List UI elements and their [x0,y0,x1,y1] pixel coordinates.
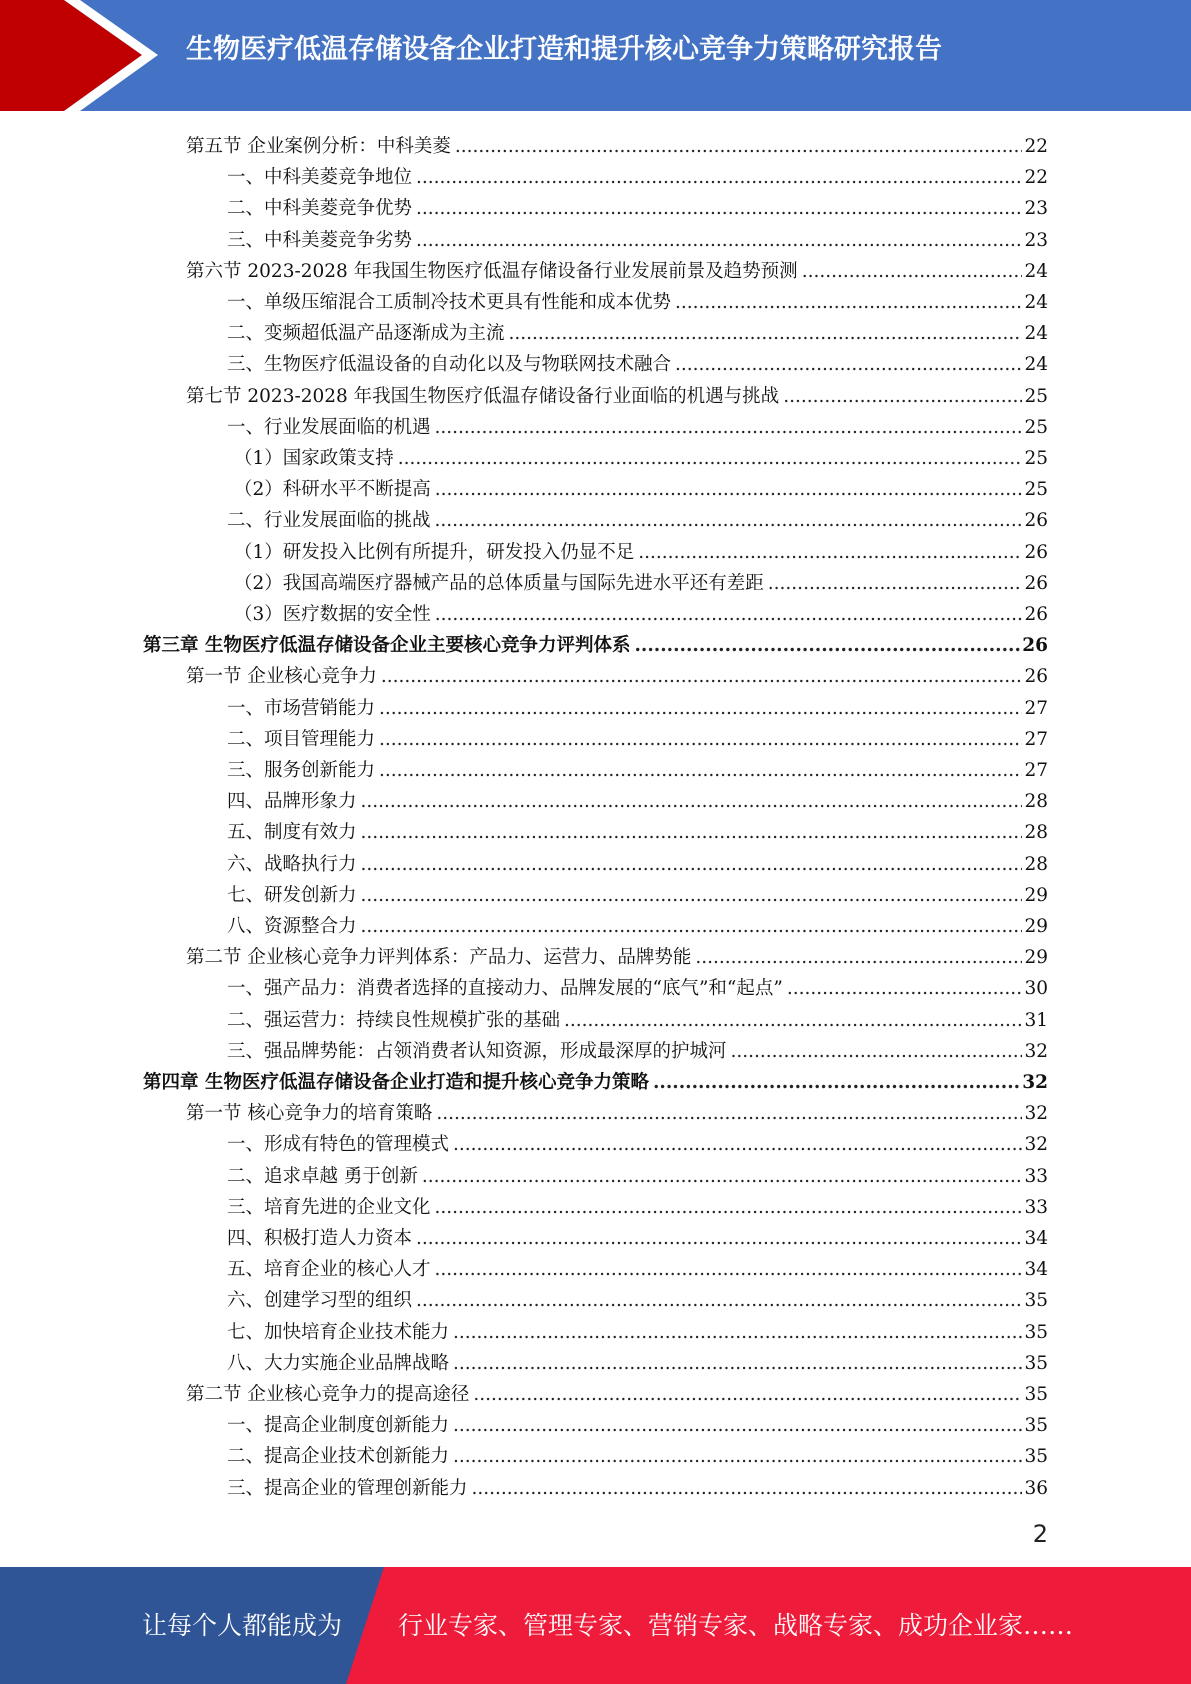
toc-dot-leader [379,697,1022,721]
toc-entry-page: 23 [1024,198,1048,220]
toc-entry-label: 五、培育企业的核心人才 [227,1259,431,1281]
toc-entry-label: 四、积极打造人力资本 [227,1228,413,1249]
toc-dot-leader [473,1383,1022,1407]
toc-entry[interactable] [227,159,1048,190]
toc-entry-label: 一、市场营销能力 [227,697,376,719]
toc-entry[interactable] [227,1126,1048,1157]
toc-entry-label: 六、战略执行力 [227,853,357,875]
toc-entry[interactable] [186,939,1048,970]
toc-entry-label: 一、单级压缩混合工质制冷技术更具有性能和成本优势 [227,292,672,313]
toc-dot-leader [416,1227,1022,1251]
toc-dot-leader [675,291,1022,315]
toc-entry-page: 34 [1024,1259,1048,1281]
toc-entry-page: 31 [1024,1009,1048,1031]
toc-entry-label: 第一节 企业核心竞争力 [186,666,377,688]
toc-dot-leader [361,821,1023,845]
toc-entry-label: 四、品牌形象力 [227,791,357,813]
toc-entry[interactable] [227,190,1048,221]
toc-dot-leader [435,603,1023,627]
toc-entry[interactable] [227,222,1048,253]
toc-dot-leader [435,509,1023,533]
toc-entry[interactable] [234,471,1048,502]
toc-entry-page: 30 [1024,978,1048,1000]
toc-entry-page: 27 [1024,697,1048,719]
toc-entry-page: 25 [1024,479,1048,501]
toc-entry-label: 三、强品牌势能：占领消费者认知资源，形成最深厚的护城河 [227,1040,727,1062]
toc-entry[interactable] [227,908,1048,939]
toc-dot-leader [435,416,1023,440]
toc-entry-page: 24 [1024,354,1048,376]
toc-entry-page: 22 [1024,136,1048,157]
toc-entry-label: 第五节 企业案例分析：中科美菱 [186,136,451,157]
toc-entry-label: 二、变频超低温产品逐渐成为主流 [227,323,505,345]
toc-entry[interactable] [227,284,1048,315]
toc-entry-label: 第一节 核心竞争力的培育策略 [186,1103,433,1125]
toc-entry-label: （2）我国高端医疗器械产品的总体质量与国际先进水平还有差距 [234,572,764,594]
toc-dot-leader [472,1477,1023,1501]
toc-entry-page: 29 [1024,947,1048,969]
toc-entry-label: （1）国家政策支持 [234,448,394,469]
toc-dot-leader [361,915,1023,939]
toc-entry-page: 25 [1024,416,1048,438]
toc-dot-leader [398,447,1023,471]
toc-entry[interactable] [227,1345,1048,1376]
toc-entry[interactable] [227,1438,1048,1469]
toc-entry-label: 一、形成有特色的管理模式 [227,1134,450,1156]
toc-dot-leader [379,759,1022,783]
toc-entry-page: 33 [1024,1165,1048,1187]
page-number: 2 [1032,1520,1048,1548]
toc-entry[interactable] [234,440,1048,471]
toc-entry-label: 八、资源整合力 [227,916,357,937]
toc-dot-leader [435,478,1023,502]
toc-chapter-entry[interactable] [143,1064,1048,1095]
toc-dot-leader [361,853,1023,877]
toc-entry-page: 35 [1024,1384,1048,1405]
toc-entry-label: 第三章 生物医疗低温存储设备企业主要核心竞争力评判体系 [143,635,631,657]
toc-entry-label: 六、创建学习型的组织 [227,1290,413,1312]
toc-entry-label: 二、行业发展面临的挑战 [227,510,431,532]
toc-entry[interactable] [227,1033,1048,1064]
toc-entry-label: 七、加快培育企业技术能力 [227,1321,450,1343]
toc-entry-page: 26 [1024,541,1048,563]
toc-entry[interactable] [227,721,1048,752]
toc-entry-label: 八、大力实施企业品牌战略 [227,1352,450,1374]
toc-entry-label: 第六节 2023-2028 年我国生物医疗低温存储设备行业发展前景及趋势预测 [186,260,798,282]
toc-entry-page: 28 [1024,791,1048,813]
toc-entry-page: 32 [1024,1103,1048,1125]
toc-entry-label: 一、行业发展面临的机遇 [227,416,431,438]
toc-dot-leader [381,665,1023,689]
toc-entry[interactable] [227,1251,1048,1282]
report-title: 生物医疗低温存储设备企业打造和提升核心竞争力策略研究报告 [186,34,942,65]
toc-entry-page: 28 [1024,822,1048,844]
toc-entry-page: 24 [1024,260,1048,282]
toc-entry[interactable] [234,534,1048,565]
toc-dot-leader [653,1071,1020,1095]
toc-entry[interactable] [227,752,1048,783]
toc-dot-leader [731,1040,1023,1064]
toc-entry-label: 第七节 2023-2028 年我国生物医疗低温存储设备行业面临的机遇与挑战 [186,385,780,407]
toc-entry[interactable] [227,1314,1048,1345]
toc-dot-leader [638,541,1022,565]
toc-entry-label: 一、提高企业制度创新能力 [227,1415,450,1437]
toc-entry-page: 24 [1024,292,1048,313]
toc-entry[interactable] [227,1407,1048,1438]
toc-dot-leader [783,385,1022,409]
toc-dot-leader [436,1102,1022,1126]
toc-entry-label: （3）医疗数据的安全性 [234,604,431,625]
header-arrow-decoration [0,0,200,111]
toc-entry-page: 23 [1024,229,1048,251]
toc-entry[interactable] [227,690,1048,721]
toc-dot-leader [361,790,1023,814]
toc-entry-label: 二、强运营力：持续良性规模扩张的基础 [227,1009,561,1031]
footer-slogan-left: 让每个人都能成为 [142,1611,343,1640]
toc-entry-page: 32 [1022,1072,1048,1093]
toc-dot-leader [453,1133,1022,1157]
toc-dot-leader [675,353,1022,377]
toc-entry[interactable] [186,1376,1048,1407]
toc-entry-page: 28 [1024,853,1048,875]
toc-dot-leader [802,260,1023,284]
toc-entry[interactable] [186,658,1048,689]
toc-entry-page: 25 [1024,385,1048,407]
toc-entry-page: 26 [1024,604,1048,625]
toc-entry-page: 36 [1024,1477,1048,1499]
toc-entry[interactable] [227,1002,1048,1033]
toc-entry[interactable] [227,814,1048,845]
toc-entry-label: 三、生物医疗低温设备的自动化以及与物联网技术融合 [227,354,672,376]
toc-entry-label: 二、追求卓越 勇于创新 [227,1165,418,1187]
toc-dot-leader [453,1445,1022,1469]
toc-entry-page: 35 [1024,1290,1048,1312]
toc-entry-page: 26 [1024,572,1048,594]
toc-entry[interactable] [227,846,1048,877]
toc-entry-page: 26 [1024,510,1048,532]
toc-dot-leader [509,322,1023,346]
toc-entry-page: 35 [1024,1415,1048,1437]
toc-dot-leader [455,135,1023,159]
toc-entry-label: 七、研发创新力 [227,884,357,906]
toc-entry-page: 29 [1024,916,1048,937]
toc-entry[interactable] [186,378,1048,409]
toc-dot-leader [435,1196,1023,1220]
toc-entry-page: 32 [1024,1134,1048,1156]
toc-dot-leader [564,1009,1022,1033]
toc-dot-leader [768,572,1023,596]
toc-entry[interactable] [234,565,1048,596]
toc-entry[interactable] [186,1095,1048,1126]
page-footer [0,1567,1191,1684]
toc-entry-page: 32 [1024,1040,1048,1062]
page-header [0,0,1191,111]
toc-dot-leader [422,1165,1023,1189]
toc-dot-leader [416,197,1022,221]
toc-entry-page: 33 [1024,1196,1048,1218]
toc-entry-page: 27 [1024,728,1048,750]
toc-entry-label: 一、中科美菱竞争地位 [227,167,413,189]
footer-slogan-right: 行业专家、管理专家、营销专家、战略专家、成功企业家…… [398,1611,1074,1640]
toc-entry[interactable] [186,253,1048,284]
toc-entry[interactable] [186,128,1048,159]
toc-dot-leader [695,946,1022,970]
toc-entry-label: 第二节 企业核心竞争力的提高途径 [186,1384,470,1405]
toc-entry-page: 35 [1024,1352,1048,1374]
toc-entry-label: 一、强产品力：消费者选择的直接动力、品牌发展的“底气”和“起点” [227,978,783,1000]
toc-entry-label: 二、项目管理能力 [227,728,376,750]
toc-entry[interactable] [227,1470,1048,1501]
toc-entry-page: 26 [1022,635,1048,657]
toc-dot-leader [453,1352,1022,1376]
toc-entry-label: 三、提高企业的管理创新能力 [227,1477,468,1499]
toc-entry-label: （2）科研水平不断提高 [234,479,431,501]
toc-entry-page: 27 [1024,760,1048,781]
toc-dot-leader [435,1258,1023,1282]
toc-entry-page: 22 [1024,167,1048,189]
toc-dot-leader [361,884,1023,908]
toc-entry-page: 35 [1024,1321,1048,1343]
toc-entry-label: 二、中科美菱竞争优势 [227,198,413,220]
toc-entry-page: 24 [1024,323,1048,345]
toc-dot-leader [453,1414,1022,1438]
toc-dot-leader [416,1289,1022,1313]
toc-dot-leader [453,1321,1022,1345]
toc-entry-label: 二、提高企业技术创新能力 [227,1446,450,1468]
toc-entry-page: 35 [1024,1446,1048,1468]
toc-entry[interactable] [234,596,1048,627]
toc-entry-label: 第四章 生物医疗低温存储设备企业打造和提升核心竞争力策略 [143,1072,649,1093]
toc-entry[interactable] [227,346,1048,377]
toc-entry-page: 34 [1024,1228,1048,1249]
toc-dot-leader [416,166,1022,190]
toc-dot-leader [634,634,1020,658]
toc-entry[interactable] [227,877,1048,908]
toc-dot-leader [787,977,1023,1001]
toc-entry[interactable] [227,1158,1048,1189]
toc-entry-label: 三、培育先进的企业文化 [227,1196,431,1218]
toc-entry[interactable] [227,409,1048,440]
toc-entry-label: 第二节 企业核心竞争力评判体系：产品力、运营力、品牌势能 [186,947,692,969]
toc-entry-label: 五、制度有效力 [227,822,357,844]
toc-entry-label: （1）研发投入比例有所提升，研发投入仍显不足 [234,541,635,563]
toc-entry[interactable] [227,783,1048,814]
toc-entry-label: 三、服务创新能力 [227,760,376,781]
toc-entry[interactable] [227,1282,1048,1313]
toc-entry-page: 26 [1024,666,1048,688]
toc-entry[interactable] [227,502,1048,533]
toc-dot-leader [379,728,1022,752]
toc-entry[interactable] [227,1189,1048,1220]
toc-entry[interactable] [227,970,1048,1001]
toc-entry[interactable] [227,1220,1048,1251]
toc-entry[interactable] [227,315,1048,346]
toc-chapter-entry[interactable] [143,627,1048,658]
toc-entry-page: 25 [1024,448,1048,469]
toc-entry-label: 三、中科美菱竞争劣势 [227,229,413,251]
toc-dot-leader [416,229,1022,253]
toc-entry-page: 29 [1024,884,1048,906]
